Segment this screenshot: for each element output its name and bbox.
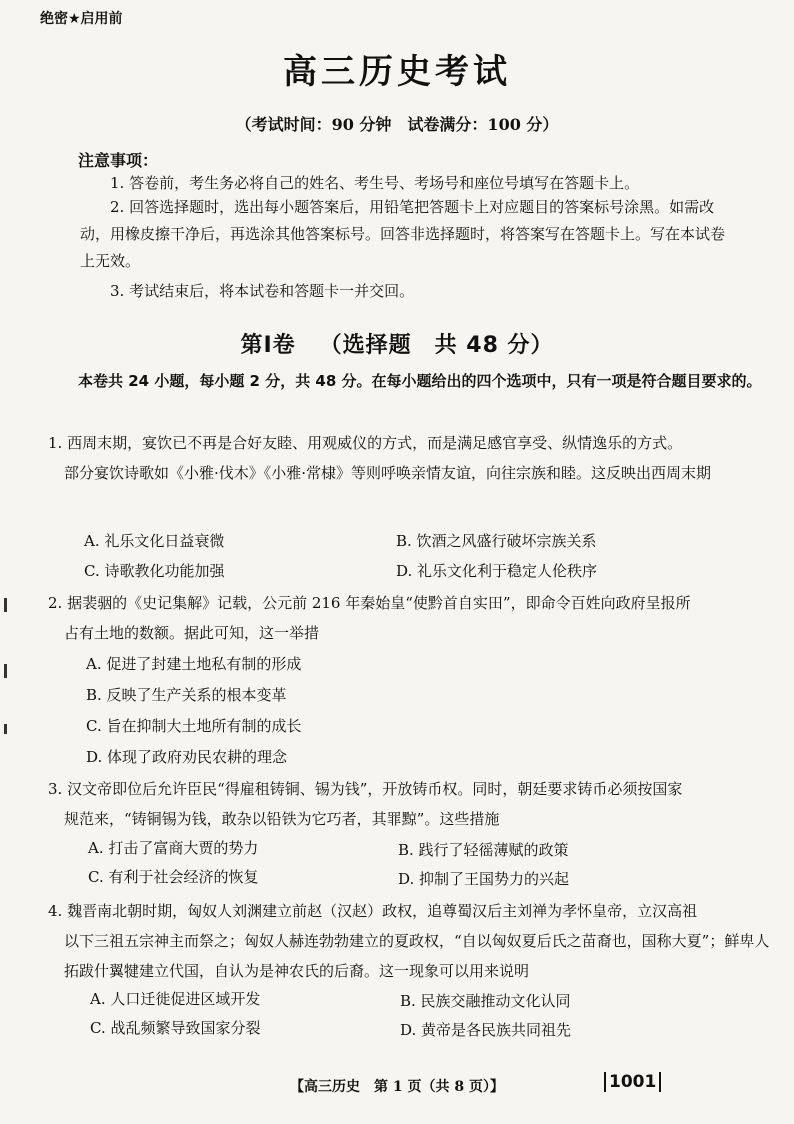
- section-title: [0, 328, 794, 359]
- binding-mark: [4, 724, 7, 734]
- notice-heading: 注意事项：: [78, 151, 159, 170]
- question-stem-line: 3. 汉文帝即位后允许臣民“得雇租铸铜、锡为钱”，开放铸币权。同时，朝廷要求铸币必须按国家: [48, 780, 683, 798]
- question-stem-continued: 占有土地的数额。据此可知，这一举措: [64, 624, 320, 642]
- question-stem-line: 1. 西周末期，宴饮已不再是合好友睦、用观威仪的方式，而是满足感官享受、纵情逸乐的方式。: [48, 434, 683, 452]
- question-stem-continued: 以下三祖五宗神主而祭之；匈奴人赫连勃勃建立的夏政权，“自以匈奴夏后氏之苗裔也，国称大夏”；鲜卑人拓跋什翼犍建立代国，自认为是神农氏的后裔。这一现象可以用来说明: [64, 932, 770, 980]
- option-d: D. 抑制了王国势力的兴起: [398, 870, 570, 888]
- option-c: C. 旨在抑制大土地所有制的成长: [86, 717, 302, 735]
- option-b: B. 反映了生产关系的根本变革: [86, 686, 287, 704]
- question-stem: [48, 774, 778, 834]
- question-stem: [48, 588, 778, 648]
- question-1: [48, 428, 778, 488]
- question-stem-line: 4. 魏晋南北朝时期，匈奴人刘渊建立前赵（汉赵）政权，追尊蜀汉后主刘禅为孝怀皇帝，立汉高祖: [48, 902, 698, 920]
- option-d: D. 礼乐文化利于稳定人伦秩序: [396, 562, 598, 580]
- option-d: D. 体现了政府劝民农耕的理念: [86, 748, 288, 766]
- option-b: B. 践行了轻徭薄赋的政策: [398, 841, 569, 859]
- question-stem-continued: 规范来，“铸铜锡为钱，敢杂以铅铁为它巧者，其罪黥”。这些措施: [64, 810, 500, 828]
- question-3: [48, 774, 778, 834]
- question-4: [48, 896, 778, 986]
- section-detail: （选择题 共 48 分）: [319, 333, 554, 358]
- option-a: A. 礼乐文化日益衰微: [84, 532, 225, 550]
- question-stem: [48, 428, 778, 488]
- page-footer: 【高三历史 第 1 页（共 8 页）】: [290, 1079, 504, 1095]
- confidential-label: 绝密★启用前: [40, 11, 123, 27]
- option-b: B. 饮酒之风盛行破坏宗族关系: [396, 532, 597, 550]
- option-c: C. 战乱频繁导致国家分裂: [90, 1019, 261, 1037]
- exam-subtitle: （考试时间：90 分钟 试卷满分：100 分）: [235, 115, 559, 134]
- question-stem: [48, 896, 778, 986]
- option-a: A. 人口迁徙促进区域开发: [90, 990, 261, 1008]
- option-c: C. 诗歌教化功能加强: [84, 562, 225, 580]
- notice-item-1: 1. 答卷前，考生务必将自己的姓名、考生号、考场号和座位号填写在答题卡上。: [110, 174, 640, 192]
- question-2: [48, 588, 778, 648]
- section-intro: 本卷共 24 小题，每小题 2 分，共 48 分。在每小题给出的四个选项中，只有一项是符合题目要求的。: [78, 372, 762, 390]
- option-b: B. 民族交融推动文化认同: [400, 992, 571, 1010]
- option-c: C. 有利于社会经济的恢复: [88, 868, 259, 886]
- question-stem-line: 2. 据裴骃的《史记集解》记载，公元前 216 年秦始皇“使黔首自实田”，即命令百姓向政府呈报所: [48, 594, 691, 612]
- section-name: 第Ⅰ卷: [240, 333, 296, 358]
- paper-code: 1001: [604, 1072, 661, 1092]
- binding-mark: [4, 664, 7, 678]
- option-d: D. 黄帝是各民族共同祖先: [400, 1021, 572, 1039]
- option-a: A. 促进了封建土地私有制的形成: [86, 655, 302, 673]
- question-stem-continued: 部分宴饮诗歌如《小雅·伐木》《小雅·常棣》等则呼唤亲情友谊，向往宗族和睦。这反映出西周末期: [64, 464, 712, 482]
- exam-title: 高三历史考试: [283, 52, 511, 92]
- notice-item-2: 2. 回答选择题时，选出每小题答案后，用铅笔把答题卡上对应题目的答案标号涂黑。如需改动，用橡皮擦干净后，再选涂其他答案标号。回答非选择题时，将答案写在答题卡上。写在本试卷上无效。: [80, 198, 726, 270]
- option-a: A. 打击了富商大贾的势力: [88, 839, 259, 857]
- notice-item-3: 3. 考试结束后，将本试卷和答题卡一并交回。: [110, 282, 415, 300]
- binding-mark: [4, 598, 7, 612]
